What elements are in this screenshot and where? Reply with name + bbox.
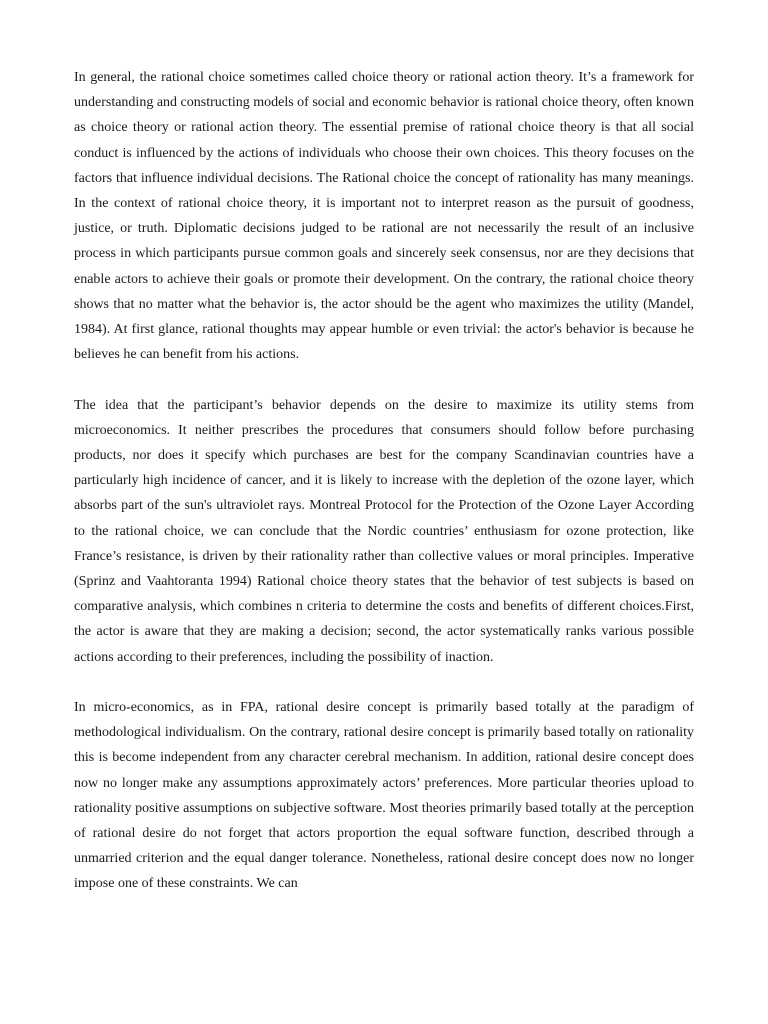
paragraph-1: In general, the rational choice sometimes called choice theory or rational action theory. It’s a framework for understanding and constructing models of social and economic behavior is rational choice theory, often known as choice theory or rational action theory. The essential premise of rational choice theory is that all social conduct is influenced by the actions of individuals who choose their own choices. This theory focuses on the factors that influence individual decisions. The Rational choice the concept of rationality has many meanings. In the context of rational choice theory, it is important not to interpret reason as the pursuit of goodness, justice, or truth. Diplomatic decisions judged to be rational are not necessarily the result of an inclusive process in which participants pursue common goals and sincerely seek consensus, nor are they decisions that enable actors to achieve their goals or promote their development. On the contrary, the rational choice theory shows that no matter what the behavior is, the actor should be the agent who maximizes the utility (Mandel, 1984). At first glance, rational thoughts may appear humble or even trivial: the actor's behavior is because he believes he can benefit from his actions. [74, 70, 694, 363]
paragraph-2: The idea that the participant’s behavior depends on the desire to maximize its utility stems from microeconomics. It neither prescribes the procedures that consumers should follow before purchasing products, nor does it specify which purchases are best for the company Scandinavian countries have a particularly high incidence of cancer, and it is likely to increase with the depletion of the ozone layer, which absorbs part of the sun's ultraviolet rays. Montreal Protocol for the Protection of the Ozone Layer According to the rational choice, we can conclude that the Nordic countries’ enthusiasm for ozone protection, like France’s resistance, is driven by their rationality rather than collective values or moral principles. Imperative (Sprinz and Vaahtoranta 1994) Rational choice theory states that the behavior of test subjects is based on comparative analysis, which combines n criteria to determine the costs and benefits of different choices.First, the actor is aware that they are making a decision; second, the actor systematically ranks various possible actions according to their preferences, including the possibility of inaction. [74, 397, 694, 665]
paragraph-3: In micro-economics, as in FPA, rational desire concept is primarily based totally at the paradigm of methodological individualism. On the contrary, rational desire concept is primarily based totally on rationality this is become independent from any character cerebral mechanism. In addition, rational desire concept does now no longer make any assumptions approximately actors’ preferences. More particular theories upload to rationality positive assumptions on subjective software. Most theories primarily based totally at the perception of rational desire do not forget that actors proportion the equal software function, described through a unmarried criterion and the equal danger tolerance. Nonetheless, rational desire concept does now no longer impose one of these constraints. We can [74, 700, 694, 892]
document-body [74, 65, 694, 897]
